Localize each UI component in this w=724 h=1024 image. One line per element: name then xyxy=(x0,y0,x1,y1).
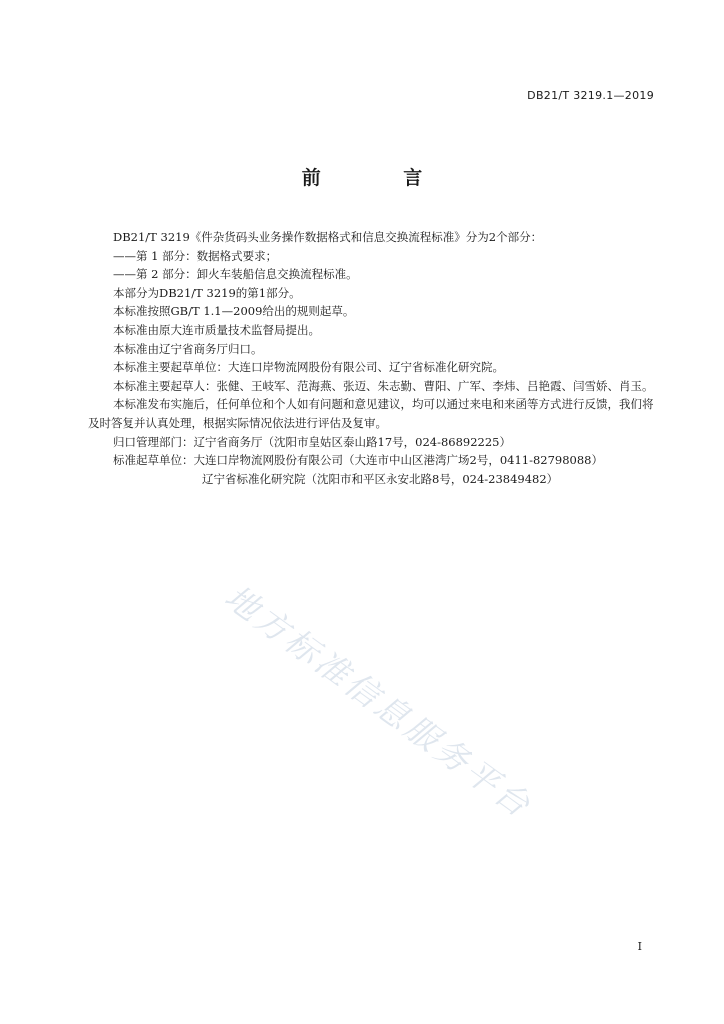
drafting-units: 本标准主要起草单位：大连口岸物流网股份有限公司、辽宁省标准化研究院。 xyxy=(113,360,504,375)
drafting-rules: 本标准按照GB/T 1.1—2009给出的规则起草。 xyxy=(113,304,355,319)
drafting-unit-1: 标准起草单位：大连口岸物流网股份有限公司（大连市中山区港湾广场2号，0411-82798088） xyxy=(113,453,603,468)
foreword-body xyxy=(88,228,658,488)
drafting-unit-2: 辽宁省标准化研究院（沈阳市和平区永安北路8号，024-23849482） xyxy=(202,471,559,486)
admin-department: 归口管理部门：辽宁省商务厅（沈阳市皇姑区泰山路17号，024-86892225） xyxy=(113,434,511,449)
intro-paragraph: DB21/T 3219《件杂货码头业务操作数据格式和信息交换流程标准》分为2个部分： xyxy=(113,230,543,244)
drafters: 本标准主要起草人：张健、王岐军、范海燕、张迈、朱志勤、曹阳、广军、李炜、吕艳霞、闫雪娇、肖玉。 xyxy=(113,378,654,393)
watermark: 地方标准信息服务平台 xyxy=(217,577,540,827)
feedback-statement: 本标准发布实施后，任何单位和个人如有问题和意见建议，均可以通过来电和来函等方式进行反馈，我们将及时答复并认真处理，根据实际情况依法进行评估及复审。 xyxy=(88,397,654,430)
proposer-statement: 本标准由原大连市质量技术监督局提出。 xyxy=(113,322,320,337)
part-1-item: ——第 1 部分：数据格式要求； xyxy=(113,248,278,263)
part-statement: 本部分为DB21/T 3219的第1部分。 xyxy=(113,285,301,300)
page-title: 前 言 xyxy=(301,167,461,189)
document-number: DB21/T 3219.1—2019 xyxy=(527,89,654,102)
administration-statement: 本标准由辽宁省商务厅归口。 xyxy=(113,341,263,356)
page-number: I xyxy=(637,940,642,953)
part-2-item: ——第 2 部分：卸火车装船信息交换流程标准。 xyxy=(113,267,358,282)
